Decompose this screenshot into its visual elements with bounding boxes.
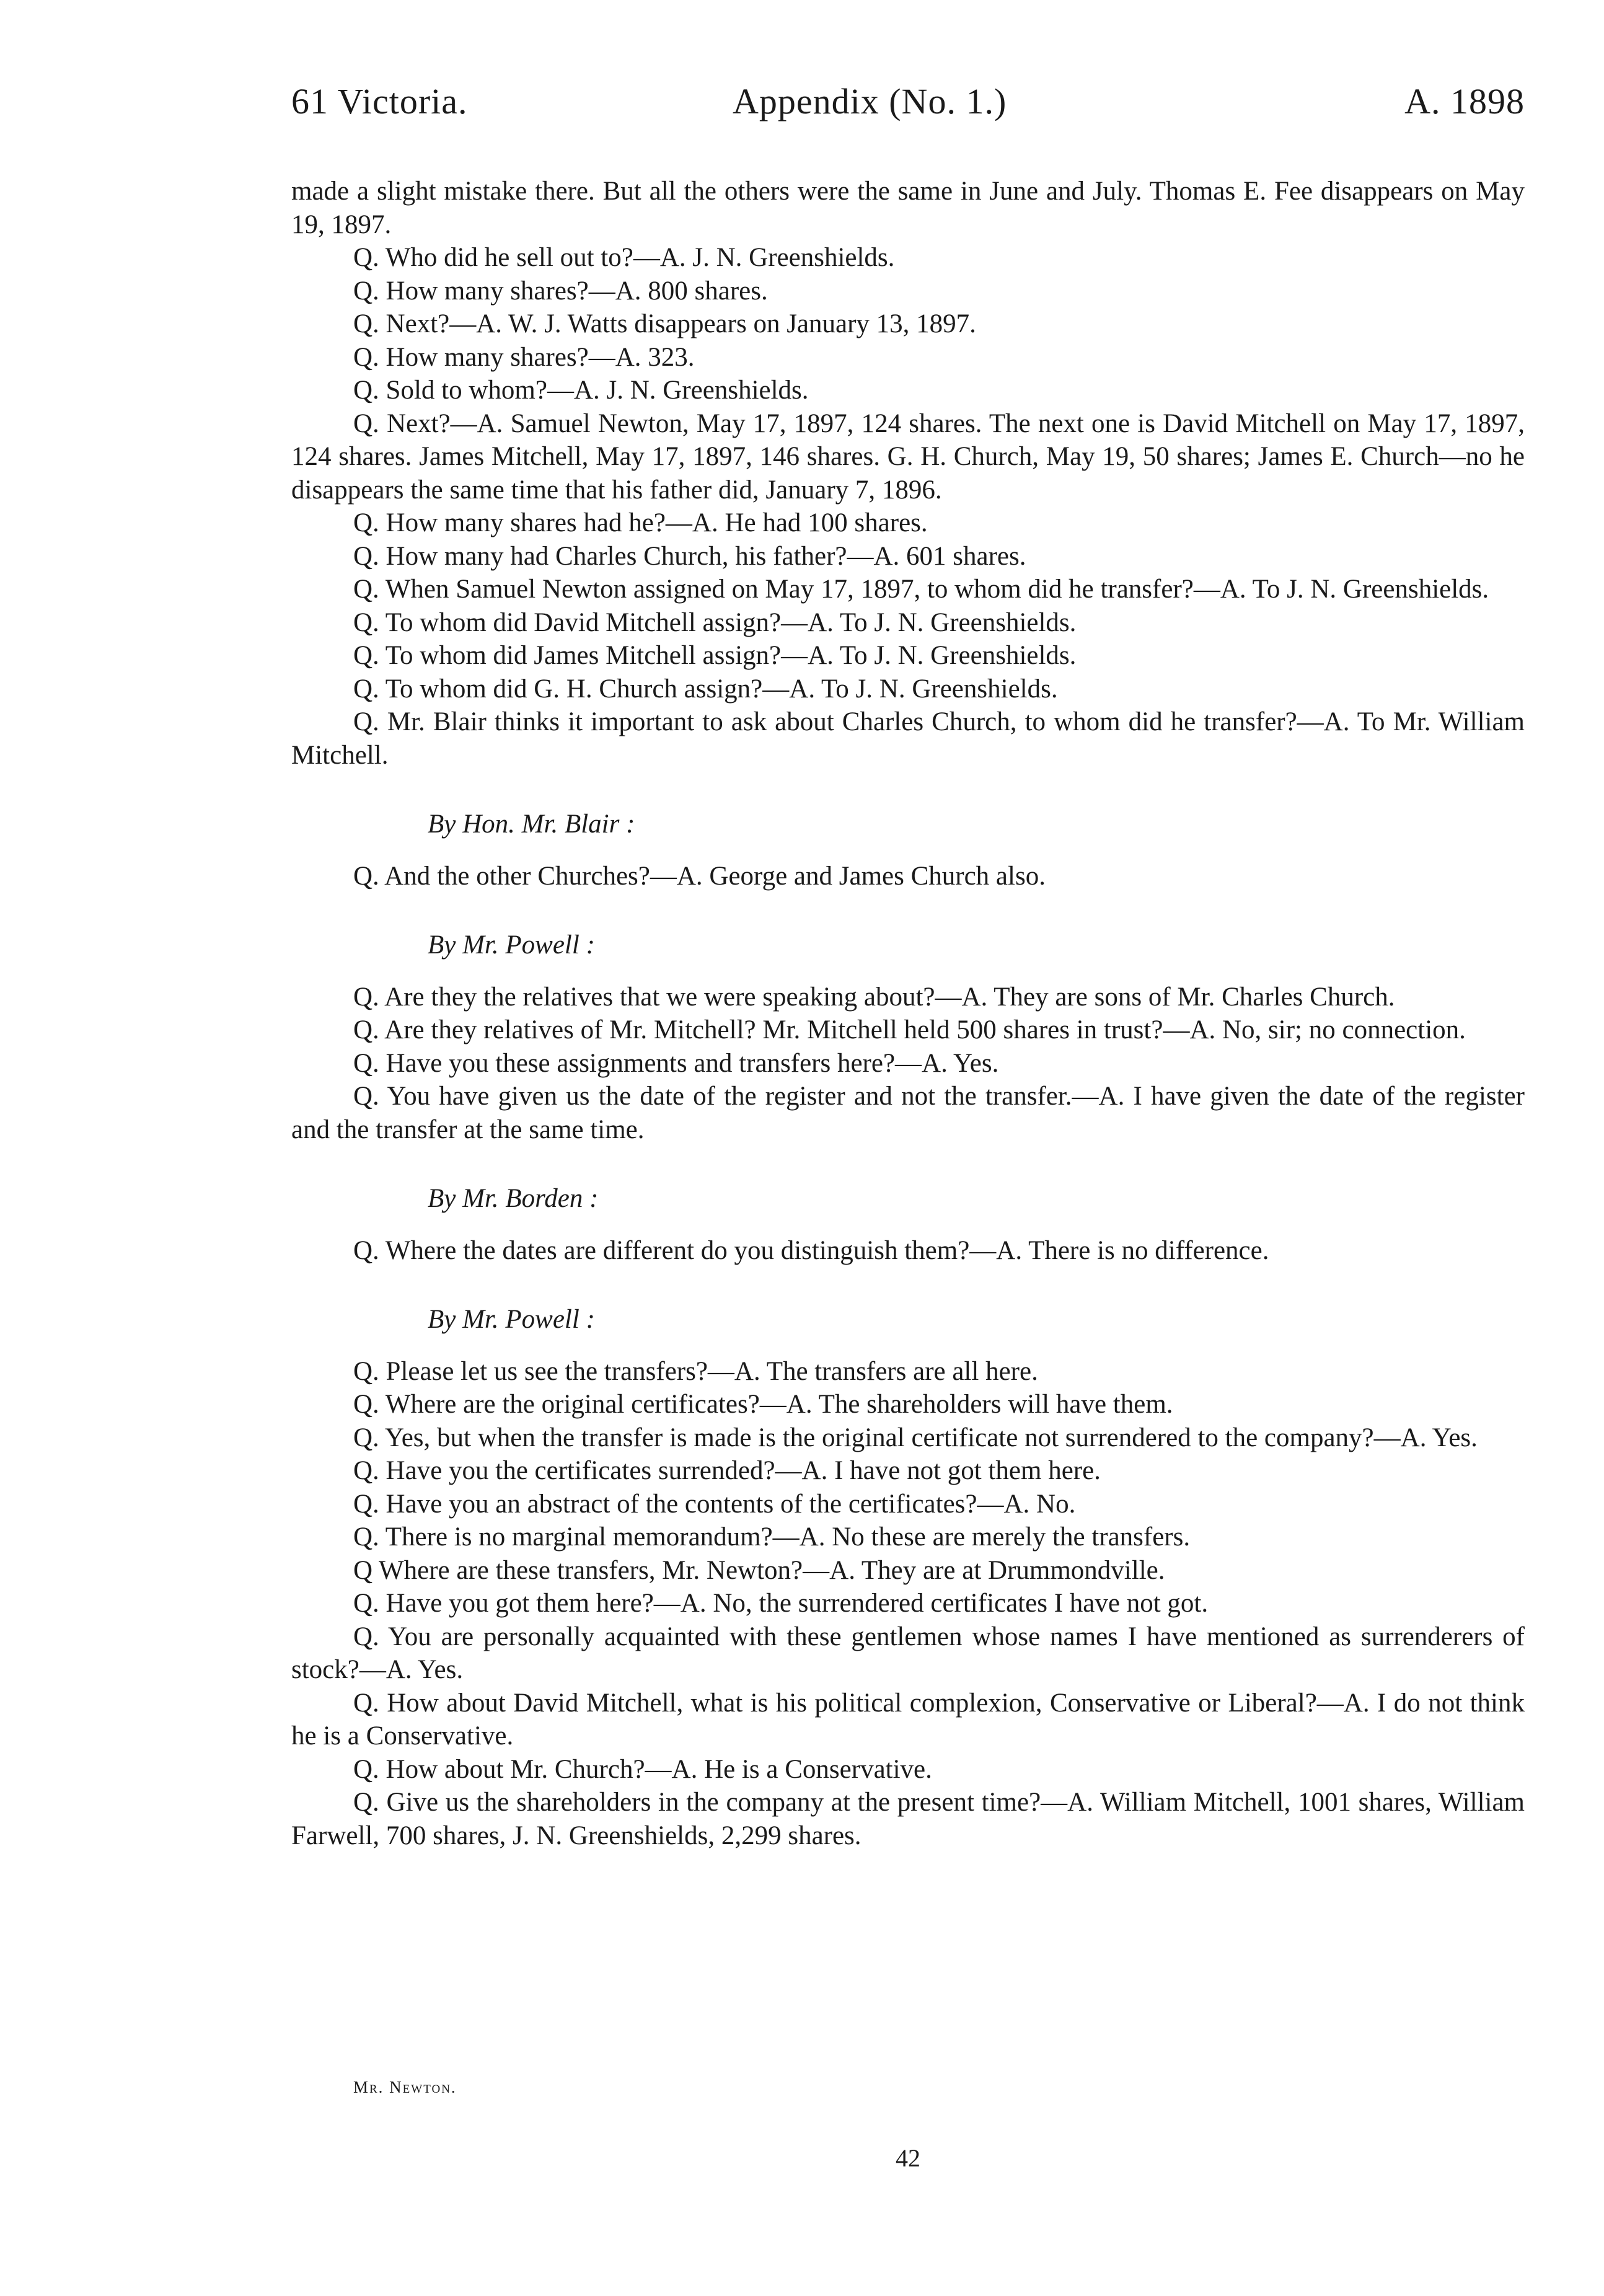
speaker-heading: By Mr. Powell : [428, 930, 595, 960]
qa-paragraph: Q. To whom did James Mitchell assign?—A. To J. N. Greenshields. [353, 641, 1077, 670]
qa-paragraph: Q Where are these transfers, Mr. Newton?—A. They are at Drummondville. [353, 1555, 1165, 1585]
qa-paragraph: Q. Have you the certificates surrended?—A. I have not got them here. [353, 1456, 1101, 1485]
qa-paragraph: Q. You have given us the date of the register and not the transfer.—A. I have given the date of the register and the transfer at the same time. [291, 1082, 1525, 1144]
speaker-heading: By Mr. Powell : [428, 1305, 595, 1334]
qa-paragraph: Q. There is no marginal memorandum?—A. No these are merely the transfers. [353, 1522, 1191, 1552]
qa-paragraph: Q. Where are the original certificates?—A. The shareholders will have them. [353, 1390, 1173, 1419]
qa-paragraph: Q. How many shares?—A. 800 shares. [353, 276, 768, 306]
qa-paragraph: Q. Who did he sell out to?—A. J. N. Greenshields. [353, 243, 895, 272]
qa-paragraph: Q. Please let us see the transfers?—A. The transfers are all here. [353, 1356, 1038, 1386]
qa-paragraph: Q. Mr. Blair thinks it important to ask about Charles Church, to whom did he transfer?—A. To Mr. William Mitchell. [291, 707, 1525, 770]
qa-paragraph: Q. Sold to whom?—A. J. N. Greenshields. [353, 376, 809, 405]
header-appendix: Appendix (No. 1.) [733, 81, 1007, 121]
qa-paragraph: Q. Have you these assignments and transfers here?—A. Yes. [353, 1048, 999, 1078]
witness-name: Mr. Newton. [353, 2078, 457, 2096]
page-number: 42 [896, 2144, 920, 2172]
qa-paragraph: Q. How many shares had he?—A. He had 100 shares. [353, 508, 928, 537]
qa-paragraph: Q. How about David Mitchell, what is his political complexion, Conservative or Liberal?—A. I do not think he is a Conservative. [291, 1688, 1525, 1751]
qa-paragraph: Q. How many shares?—A. 323. [353, 342, 695, 372]
qa-paragraph: Q. Next?—A. Samuel Newton, May 17, 1897, 124 shares. The next one is David Mitchell on May 17, 1897, 124 shares. James Mitchell, May 17, 1897, 146 shares. G. H. Church, May 19, 50 shares; James E. Church—no he disappears the same time that his father did, January 7, 1896. [291, 408, 1525, 505]
running-header [291, 81, 1525, 130]
qa-paragraph: Q. Give us the shareholders in the company at the present time?—A. William Mitchell, 1001 shares, William Farwell, 700 shares, J. N. Greenshields, 2,299 shares. [291, 1788, 1525, 1850]
qa-paragraph: Q. Next?—A. W. J. Watts disappears on January 13, 1897. [353, 309, 976, 338]
continuation-paragraph: made a slight mistake there. But all the others were the same in June and July. Thomas E. Fee disappears on May 19, 1897. [291, 177, 1525, 239]
qa-paragraph: Q. How many had Charles Church, his father?—A. 601 shares. [353, 541, 1026, 571]
qa-paragraph: Q. Have you got them here?—A. No, the surrendered certificates I have not got. [353, 1589, 1209, 1618]
qa-paragraph: Q. You are personally acquainted with these gentlemen whose names I have mentioned as surrenderers of stock?—A. Yes. [291, 1622, 1525, 1684]
qa-paragraph: Q. Are they relatives of Mr. Mitchell? Mr. Mitchell held 500 shares in trust?—A. No, sir; no connection. [353, 1015, 1466, 1044]
qa-paragraph: Q. When Samuel Newton assigned on May 17, 1897, to whom did he transfer?—A. To J. N. Greenshields. [353, 575, 1489, 604]
qa-paragraph: Q. To whom did G. H. Church assign?—A. To J. N. Greenshields. [353, 674, 1058, 704]
qa-paragraph: Q. Where the dates are different do you distinguish them?—A. There is no difference. [353, 1235, 1269, 1265]
header-year: A. 1898 [1404, 81, 1525, 121]
speaker-heading: By Mr. Borden : [428, 1184, 599, 1213]
qa-paragraph: Q. Are they the relatives that we were speaking about?—A. They are sons of Mr. Charles Church. [353, 982, 1395, 1012]
qa-paragraph: Q. Yes, but when the transfer is made is the original certificate not surrendered to the company?—A. Yes. [353, 1423, 1478, 1452]
header-session: 61 Victoria. [291, 81, 468, 121]
qa-paragraph: Q. Have you an abstract of the contents of the certificates?—A. No. [353, 1489, 1076, 1519]
qa-paragraph: Q. How about Mr. Church?—A. He is a Conservative. [353, 1754, 932, 1784]
qa-paragraph: Q. To whom did David Mitchell assign?—A. To J. N. Greenshields. [353, 607, 1077, 637]
testimony-body [291, 175, 1525, 1852]
speaker-heading: By Hon. Mr. Blair : [428, 810, 635, 839]
qa-paragraph: Q. And the other Churches?—A. George and James Church also. [353, 861, 1046, 891]
